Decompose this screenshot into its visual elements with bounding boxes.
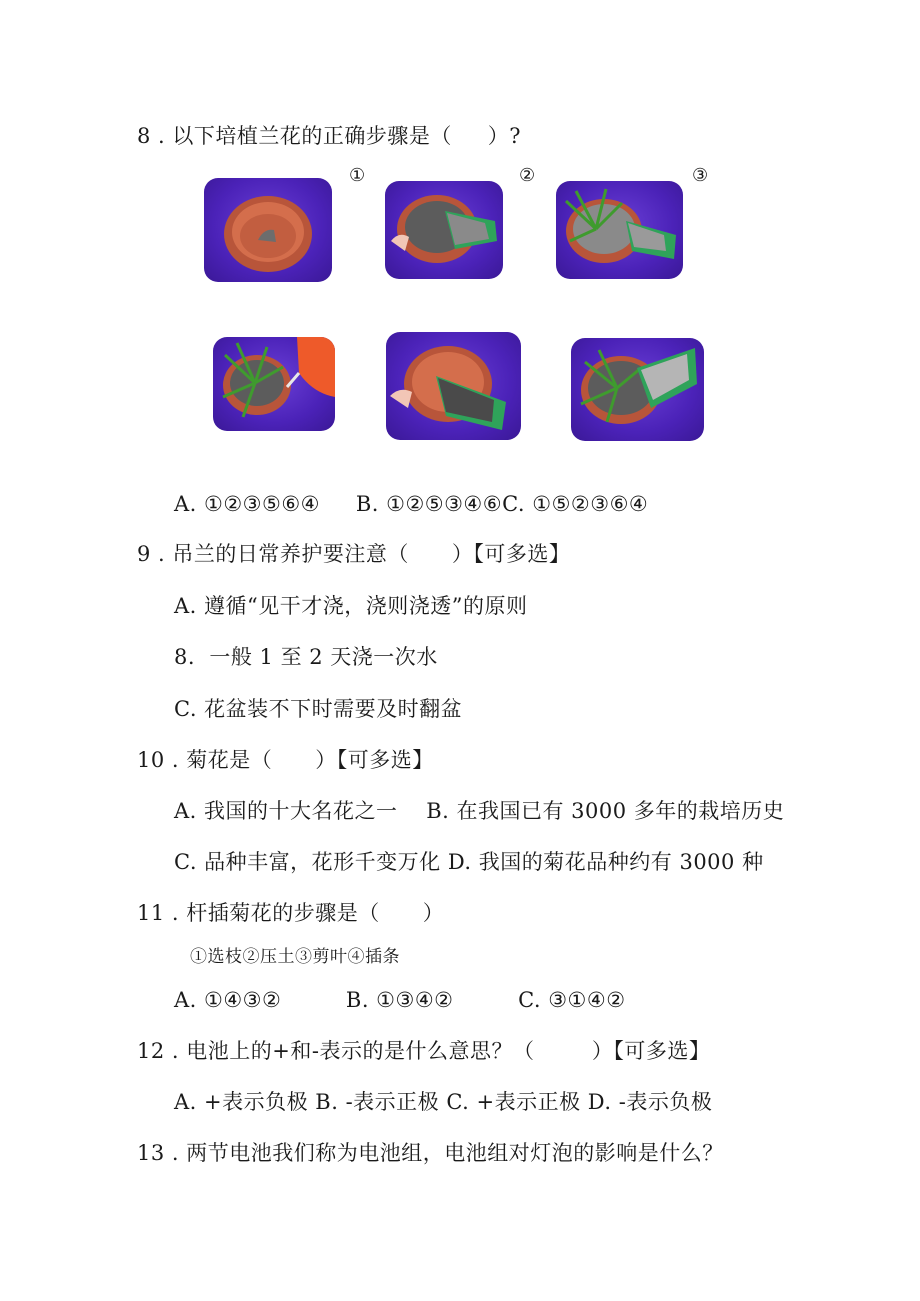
question-12-stem: 12 . 电池上的+和-表示的是什么意思？（ ）【可多选】: [137, 1039, 711, 1063]
question-12-options: A. +表示负极 B. -表示正极 C. +表示正极 D. -表示负极: [174, 1090, 713, 1114]
question-11-steps: ①选枝②压土③剪叶④插条: [190, 947, 400, 967]
photo-empty-pot: [204, 178, 332, 282]
photo-pot-plant-trowel: [556, 181, 683, 279]
plant-watering-image: [213, 337, 335, 431]
question-8-options: A. ①②③⑤⑥④ B. ①②⑤③④⑥C. ①⑤②③⑥④: [174, 492, 649, 516]
pot-soil-image: [385, 181, 503, 279]
empty-pot-image: [204, 178, 332, 282]
question-11-options: A. ①④③② B. ①③④② C. ③①④②: [174, 988, 626, 1012]
step-mark-2: ②: [519, 165, 536, 186]
question-10-options-row1: A. 我国的十大名花之一 B. 在我国已有 3000 多年的栽培历史: [174, 799, 785, 823]
question-10-stem: 10 . 菊花是（ ）【可多选】: [137, 748, 434, 772]
step-mark-1: ①: [349, 165, 366, 186]
question-10-options-row2: C. 品种丰富，花形千变万化 D. 我国的菊花品种约有 3000 种: [174, 850, 764, 874]
photo-plant-soil-trowel: [571, 338, 704, 441]
question-9-option-b: 8. 一般 1 至 2 天浇一次水: [174, 645, 438, 669]
question-11-stem: 11 . 杆插菊花的步骤是（ ）: [137, 901, 445, 925]
question-9-option-a: A. 遵循“见干才浇，浇则浇透”的原则: [174, 594, 528, 618]
photo-plant-watering: [213, 337, 335, 431]
question-9-option-c: C. 花盆装不下时需要及时翻盆: [174, 697, 463, 721]
photo-pot-stones: [386, 332, 521, 440]
step-mark-3: ③: [692, 165, 709, 186]
question-8-stem: 8 . 以下培植兰花的正确步骤是（ ）?: [137, 124, 522, 148]
pot-plant-trowel-image: [556, 181, 683, 279]
plant-soil-trowel-image: [571, 338, 704, 441]
question-9-stem: 9 . 吊兰的日常养护要注意（ ）【可多选】: [137, 542, 571, 566]
photo-pot-soil: [385, 181, 503, 279]
question-13-stem: 13 . 两节电池我们称为电池组，电池组对灯泡的影响是什么？: [137, 1141, 724, 1165]
pot-stones-image: [386, 332, 521, 440]
